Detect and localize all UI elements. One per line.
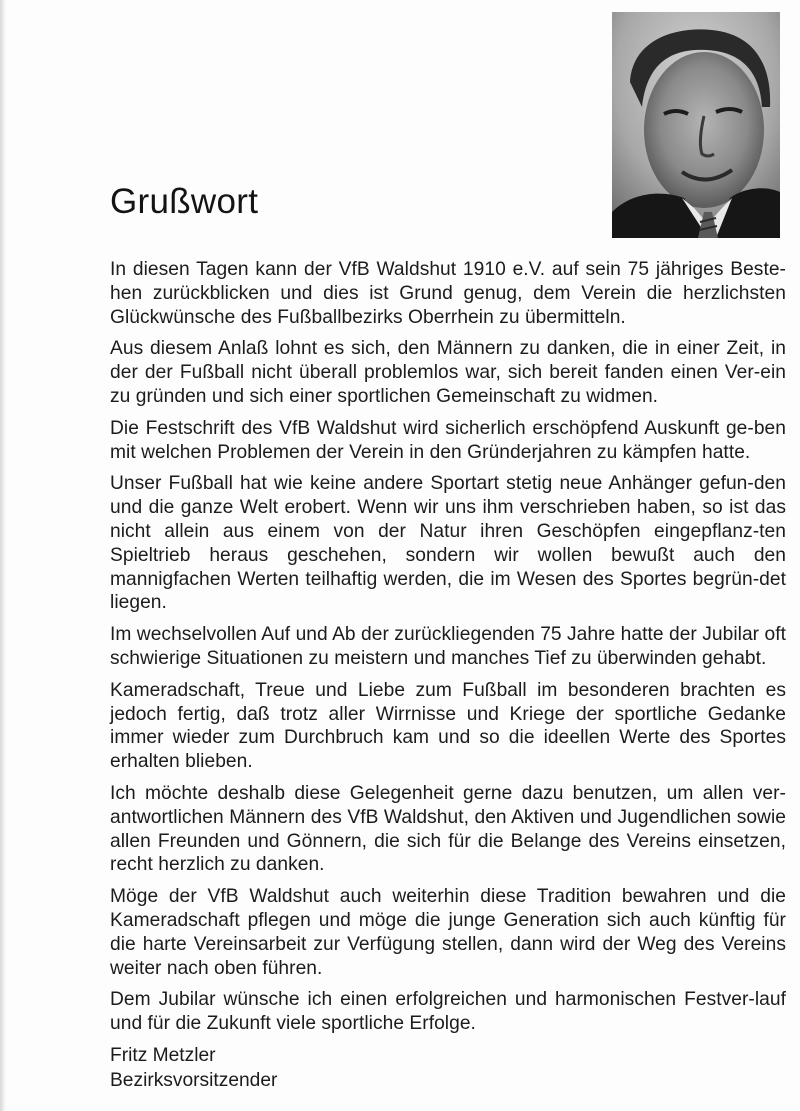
signature-name: Fritz Metzler: [110, 1045, 216, 1066]
paragraph: Unser Fußball hat wie keine andere Sportart stetig neue Anhänger gefun-den und die ganze Welt erobert. Wenn wir uns ihm verschrieben haben, so ist das nicht allein aus einem von der Natur ihren Geschöpfen eingepflanz-ten Spieltrieb heraus geschehen, sondern wir wollen bewußt auch den mannigfachen Werten teilhaftig werden, die im Wesen des Sportes begrün-det liegen.: [110, 473, 786, 614]
signature-role: Bezirksvorsitzender: [110, 1070, 278, 1091]
page-title: Grußwort: [110, 182, 259, 221]
page-edge-shadow: [0, 0, 6, 1111]
paragraph: Kameradschaft, Treue und Liebe zum Fußball im besonderen brachten es jedoch fertig, daß trotz aller Wirrnisse und Kriege der sportliche Gedanke immer wieder zum Durchbruch kam und so die ideellen Werte des Sportes erhalten blieben.: [110, 679, 786, 773]
paragraph: Im wechselvollen Auf und Ab der zurückliegenden 75 Jahre hatte der Jubilar oft schwierige Situationen zu meistern und manches Tief zu überwinden gehabt.: [110, 624, 786, 669]
portrait-illustration: [612, 12, 780, 238]
letter-body: [110, 258, 786, 1044]
paragraph: Möge der VfB Waldshut auch weiterhin diese Tradition bewahren und die Kameradschaft pflegen und möge die junge Generation sich auch künftig für die harte Vereinsarbeit zur Verfügung stellen, dann wird der Weg des Vereins weiter nach oben führen.: [110, 886, 786, 979]
author-portrait-photo: [612, 12, 780, 238]
paragraph: In diesen Tagen kann der VfB Waldshut 1910 e.V. auf sein 75 jähriges Beste-hen zurückblicken und dies ist Grund genug, dem Verein die herzlichsten Glückwünsche des Fußballbezirks Oberrhein zu übermitteln.: [110, 259, 786, 328]
signature-block: [110, 1043, 277, 1093]
paragraph: Ich möchte deshalb diese Gelegenheit gerne dazu benutzen, um allen ver-antwortlichen Männern des VfB Waldshut, den Aktiven und Jugendlichen sowie allen Freunden und Gönnern, die sich für die Belange des Vereins einsetzen, recht herzlich zu danken.: [110, 782, 786, 876]
paragraph: Aus diesem Anlaß lohnt es sich, den Männern zu danken, die in einer Zeit, in der der Fußball nicht überall problemlos war, sich bereit fanden einen Ver-ein zu gründen und sich einer sportlichen Gemeinschaft zu widmen.: [110, 338, 786, 407]
paragraph: Dem Jubilar wünsche ich einen erfolgreichen und harmonischen Festver-lauf und für die Zukunft viele sportliche Erfolge.: [110, 989, 786, 1035]
paragraph: Die Festschrift des VfB Waldshut wird sicherlich erschöpfend Auskunft ge-ben mit welchen Problemen der Verein in den Gründerjahren zu kämpfen hatte.: [110, 417, 786, 463]
